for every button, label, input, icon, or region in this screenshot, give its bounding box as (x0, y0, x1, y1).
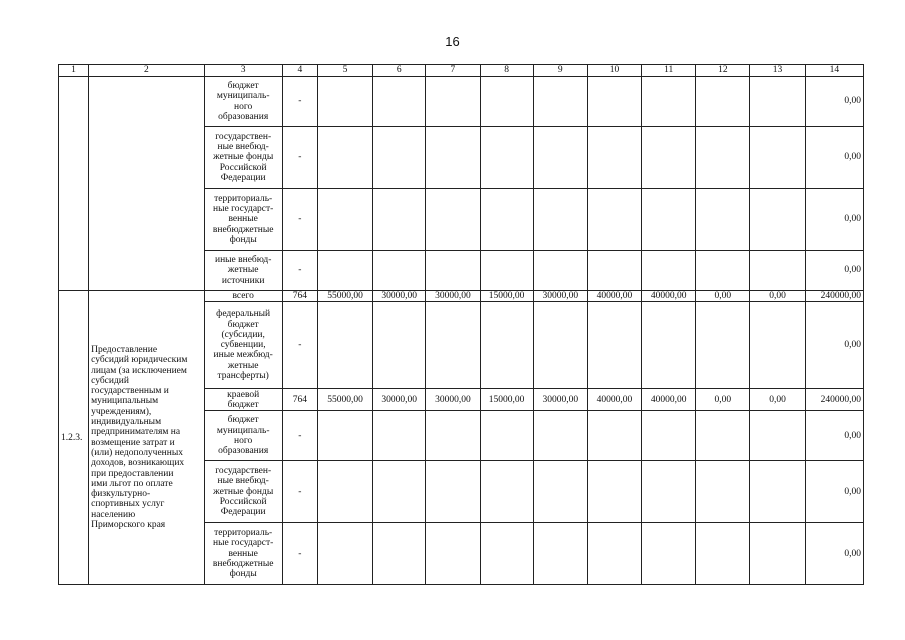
item-name-line: Предоставление (91, 344, 158, 355)
source-line: (субсидии, (221, 329, 265, 340)
value-cell (480, 127, 533, 189)
funding-source-cell (204, 389, 282, 411)
value-cell (317, 127, 372, 189)
item-name-line: физкультурно- (91, 489, 151, 500)
value-cell (587, 461, 641, 523)
funding-source-cell (204, 77, 282, 127)
value-cell: 30000,00 (533, 389, 587, 411)
value-cell (587, 127, 641, 189)
column-header-2: 2 (89, 65, 204, 77)
value-cell (373, 251, 426, 291)
value-cell (750, 411, 805, 461)
funding-source-cell (204, 127, 282, 189)
column-number-row (59, 65, 864, 77)
code-cell: - (282, 189, 317, 251)
value-cell (533, 77, 587, 127)
table-row (59, 291, 864, 302)
value-cell (696, 127, 750, 189)
column-header-8: 8 (480, 65, 533, 77)
value-cell (533, 302, 587, 389)
source-line: венные (228, 548, 258, 559)
source-line: иные внебюд- (214, 255, 272, 266)
source-line: внебюджетные (212, 224, 274, 235)
value-cell (480, 411, 533, 461)
value-cell (642, 189, 696, 251)
value-cell (587, 302, 641, 389)
total-cell: 0,00 (805, 411, 863, 461)
column-header-5: 5 (317, 65, 372, 77)
value-cell (587, 77, 641, 127)
value-cell: 30000,00 (373, 291, 426, 302)
value-cell (317, 189, 372, 251)
column-header-9: 9 (533, 65, 587, 77)
source-line: муниципаль- (216, 91, 270, 102)
value-cell (373, 77, 426, 127)
value-cell (426, 189, 480, 251)
value-cell (750, 127, 805, 189)
value-cell (373, 127, 426, 189)
value-cell: 55000,00 (317, 291, 372, 302)
value-cell (533, 411, 587, 461)
source-line: ные внебюд- (217, 142, 269, 153)
funding-source-cell (204, 302, 282, 389)
value-cell (317, 302, 372, 389)
source-line: бюджет (227, 399, 259, 410)
column-header-7: 7 (426, 65, 480, 77)
value-cell (317, 251, 372, 291)
value-cell (533, 127, 587, 189)
value-cell (696, 523, 750, 585)
item-name-line: муниципальным (91, 396, 159, 407)
value-cell (426, 302, 480, 389)
source-line: Российской (219, 496, 267, 507)
value-cell (480, 461, 533, 523)
item-name-line: доходов, возникающих (91, 458, 185, 469)
value-cell (426, 77, 480, 127)
item-name-cell (89, 77, 204, 291)
value-cell (750, 523, 805, 585)
item-name-cell (89, 291, 204, 585)
source-line: образования (218, 446, 269, 457)
value-cell: 0,00 (696, 291, 750, 302)
value-cell: 40000,00 (642, 291, 696, 302)
source-line: ные государст- (213, 204, 274, 215)
source-line: источники (221, 275, 265, 286)
item-name-line: субсидий (91, 375, 129, 386)
source-line: бюджет (227, 319, 259, 330)
item-name-line: при предоставлении (91, 468, 174, 479)
code-cell: - (282, 302, 317, 389)
value-cell (642, 411, 696, 461)
code-cell: - (282, 411, 317, 461)
item-name-line: спортивных услуг (91, 499, 165, 510)
value-cell (317, 77, 372, 127)
column-header-11: 11 (642, 65, 696, 77)
total-cell: 0,00 (805, 127, 863, 189)
value-cell (750, 461, 805, 523)
item-number-cell (59, 77, 89, 291)
total-cell: 0,00 (805, 189, 863, 251)
value-cell (642, 461, 696, 523)
value-cell (373, 523, 426, 585)
code-cell: 764 (282, 389, 317, 411)
value-cell (696, 77, 750, 127)
source-line: фонды (229, 569, 257, 580)
value-cell: 55000,00 (317, 389, 372, 411)
item-name-line: населению (91, 509, 136, 520)
item-name-line: индивидуальным (91, 417, 162, 428)
source-line: всего (232, 291, 254, 301)
value-cell (696, 189, 750, 251)
code-cell: - (282, 77, 317, 127)
value-cell (642, 523, 696, 585)
value-cell (642, 251, 696, 291)
column-header-13: 13 (750, 65, 805, 77)
value-cell (480, 189, 533, 251)
value-cell (426, 411, 480, 461)
code-cell: - (282, 523, 317, 585)
source-line: государствен- (215, 466, 272, 477)
value-cell (642, 302, 696, 389)
source-line: федеральный (216, 309, 271, 320)
item-name-line: государственным и (91, 386, 169, 397)
value-cell (373, 302, 426, 389)
source-line: ные государст- (213, 538, 274, 549)
value-cell (426, 127, 480, 189)
value-cell (696, 411, 750, 461)
value-cell (642, 127, 696, 189)
item-name-line: субсидий юридическим (91, 355, 188, 366)
funding-source-cell (204, 251, 282, 291)
value-cell: 30000,00 (426, 291, 480, 302)
value-cell (587, 523, 641, 585)
value-cell: 15000,00 (480, 291, 533, 302)
value-cell (642, 77, 696, 127)
value-cell (373, 189, 426, 251)
total-cell: 240000,00 (805, 291, 863, 302)
source-line: ные внебюд- (217, 476, 269, 487)
total-cell: 240000,00 (805, 389, 863, 411)
value-cell (373, 461, 426, 523)
value-cell (587, 189, 641, 251)
total-cell: 0,00 (805, 251, 863, 291)
value-cell (480, 302, 533, 389)
funding-source-cell (204, 189, 282, 251)
source-line: иные межбюд- (213, 350, 273, 361)
value-cell (480, 251, 533, 291)
source-line: ного (234, 101, 253, 112)
total-cell: 0,00 (805, 461, 863, 523)
source-line: жетные (227, 360, 259, 371)
value-cell (480, 77, 533, 127)
code-cell: - (282, 461, 317, 523)
value-cell (480, 523, 533, 585)
value-cell (750, 302, 805, 389)
total-cell: 0,00 (805, 77, 863, 127)
item-name-line: Приморского края (91, 520, 166, 531)
value-cell: 40000,00 (642, 389, 696, 411)
item-name-line: (или) недополученных (91, 447, 183, 458)
funding-source-cell (204, 411, 282, 461)
value-cell (426, 523, 480, 585)
column-header-6: 6 (373, 65, 426, 77)
value-cell (426, 461, 480, 523)
value-cell (587, 251, 641, 291)
table-row (59, 77, 864, 127)
column-header-14: 14 (805, 65, 863, 77)
value-cell (317, 411, 372, 461)
item-name-line: лицам (за исключением (91, 365, 187, 376)
value-cell (533, 461, 587, 523)
source-line: образования (218, 111, 269, 122)
value-cell: 30000,00 (426, 389, 480, 411)
column-header-10: 10 (587, 65, 641, 77)
source-line: территориаль- (214, 193, 273, 204)
source-line: внебюджетные (212, 558, 274, 569)
funding-source-cell (204, 291, 282, 302)
source-line: фонды (229, 234, 257, 245)
source-line: Федерации (220, 507, 266, 518)
value-cell: 0,00 (750, 291, 805, 302)
source-line: Российской (219, 162, 267, 173)
value-cell (317, 523, 372, 585)
value-cell (426, 251, 480, 291)
source-line: субвенции, (220, 340, 266, 351)
source-line: муниципаль- (216, 425, 270, 436)
column-header-1: 1 (59, 65, 89, 77)
source-line: Федерации (220, 172, 266, 183)
source-line: ного (234, 435, 253, 446)
value-cell (696, 251, 750, 291)
item-name-line: предпринимателям на (91, 427, 181, 438)
value-cell (533, 523, 587, 585)
value-cell: 30000,00 (533, 291, 587, 302)
item-name-line: учреждениям), (91, 406, 152, 417)
value-cell (696, 461, 750, 523)
total-cell: 0,00 (805, 302, 863, 389)
source-line: трансферты) (217, 371, 269, 382)
value-cell: 15000,00 (480, 389, 533, 411)
budget-table (58, 64, 864, 585)
source-line: бюджет (227, 80, 259, 91)
value-cell (533, 251, 587, 291)
code-cell: - (282, 251, 317, 291)
value-cell: 0,00 (750, 389, 805, 411)
funding-source-cell (204, 523, 282, 585)
page-number: 16 (445, 34, 460, 49)
funding-source-cell (204, 461, 282, 523)
value-cell (373, 411, 426, 461)
item-number-cell: 1.2.3. (59, 291, 89, 585)
value-cell: 0,00 (696, 389, 750, 411)
value-cell (696, 302, 750, 389)
value-cell (317, 461, 372, 523)
value-cell: 30000,00 (373, 389, 426, 411)
value-cell: 40000,00 (587, 389, 641, 411)
column-header-12: 12 (696, 65, 750, 77)
column-header-4: 4 (282, 65, 317, 77)
source-line: венные (228, 214, 258, 225)
source-line: государствен- (215, 131, 272, 142)
value-cell (750, 189, 805, 251)
total-cell: 0,00 (805, 523, 863, 585)
code-cell: 764 (282, 291, 317, 302)
column-header-3: 3 (204, 65, 282, 77)
source-line: бюджет (227, 415, 259, 426)
item-name-line: ими льгот по оплате (91, 478, 173, 489)
value-cell (587, 411, 641, 461)
value-cell: 40000,00 (587, 291, 641, 302)
source-line: территориаль- (214, 528, 273, 539)
source-line: жетные фонды (213, 486, 274, 497)
code-cell: - (282, 127, 317, 189)
source-line: краевой (227, 389, 260, 400)
value-cell (533, 189, 587, 251)
value-cell (750, 251, 805, 291)
value-cell (750, 77, 805, 127)
source-line: жетные фонды (213, 152, 274, 163)
item-name-line: возмещение затрат и (91, 437, 175, 448)
source-line: жетные (227, 265, 259, 276)
